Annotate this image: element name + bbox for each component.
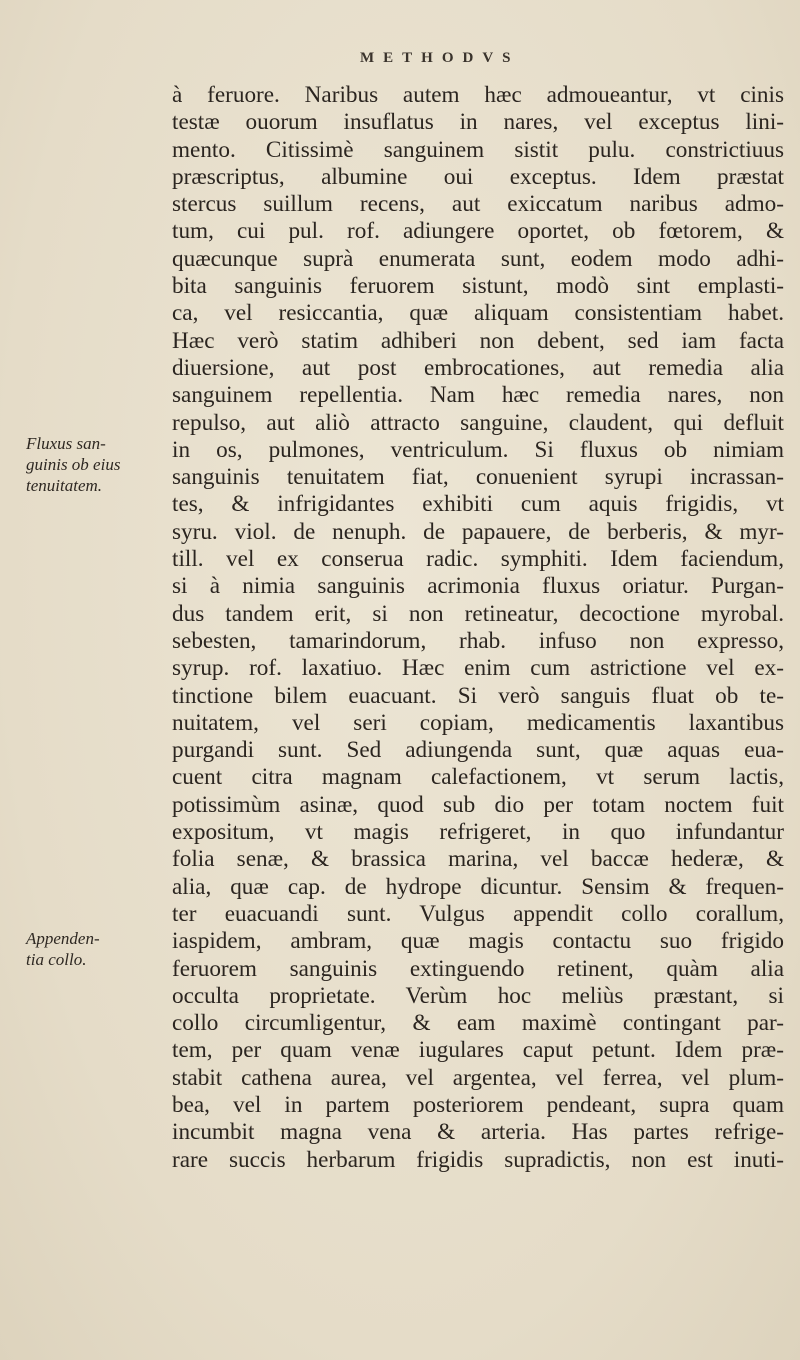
text-line: potissimùm asinæ, quod sub dio per totam noctem fuit — [172, 791, 784, 818]
text-line: ter euacuandi sunt. Vulgus appendit collo corallum, — [172, 900, 784, 927]
text-line: alia, quæ cap. de hydrope dicuntur. Sensim & frequen- — [172, 873, 784, 900]
text-line: præscriptus, albumine oui exceptus. Idem præstat — [172, 163, 784, 190]
text-line: occulta proprietate. Verùm hoc meliùs præstant, si — [172, 982, 784, 1009]
text-line: sanguinem repellentia. Nam hæc remedia nares, non — [172, 382, 784, 409]
text-line: si à nimia sanguinis acrimonia fluxus oriatur. Purgan- — [172, 573, 784, 600]
text-line: ca, vel resiccantia, quæ aliquam consistentiam habet. — [172, 300, 784, 327]
text-line: repulso, aut aliò attracto sanguine, claudent, qui defluit — [172, 409, 784, 436]
text-line: collo circumligentur, & eam maximè contingant par- — [172, 1010, 784, 1037]
text-line: expositum, vt magis refrigeret, in quo infundantur — [172, 819, 784, 846]
text-line: syru. viol. de nenuph. de papauere, de berberis, & myr- — [172, 518, 784, 545]
text-line: stercus suillum recens, aut exiccatum naribus admo- — [172, 191, 784, 218]
text-line: syrup. rof. laxatiuo. Hæc enim cum astrictione vel ex- — [172, 655, 784, 682]
text-line: feruorem sanguinis extinguendo retinent, quàm alia — [172, 955, 784, 982]
text-line: quæcunque suprà enumerata sunt, eodem modo adhi- — [172, 245, 784, 272]
text-line: tum, cui pul. rof. adiungere oportet, ob fœtorem, & — [172, 218, 784, 245]
text-line: tes, & infrigidantes exhibiti cum aquis frigidis, vt — [172, 491, 784, 518]
marginal-note-line: tia collo. — [26, 950, 87, 969]
text-line: tem, per quam venæ iugulares caput petunt. Idem præ- — [172, 1037, 784, 1064]
text-line: sanguinis tenuitatem fiat, conuenient syrupi incrassan- — [172, 464, 784, 491]
text-line: tinctione bilem euacuant. Si verò sanguis fluat ob te- — [172, 682, 784, 709]
text-line: sebesten, tamarindorum, rhab. infuso non expresso, — [172, 627, 784, 654]
text-line: dus tandem erit, si non retineatur, decoctione myrobal. — [172, 600, 784, 627]
running-head: METHODVS — [360, 50, 520, 66]
text-line: iaspidem, ambram, quæ magis contactu suo frigido — [172, 928, 784, 955]
text-line: purgandi sunt. Sed adiungenda sunt, quæ aquas eua- — [172, 737, 784, 764]
text-line: till. vel ex conserua radic. symphiti. Idem faciendum, — [172, 546, 784, 573]
marginal-note-appendentia — [26, 928, 166, 970]
marginal-note-line: Fluxus san- — [26, 434, 106, 453]
text-line: in os, pulmones, ventriculum. Si fluxus ob nimiam — [172, 436, 784, 463]
text-line: bea, vel in partem posteriorem pendeant, supra quam — [172, 1091, 784, 1118]
text-line: Hæc verò statim adhiberi non debent, sed iam facta — [172, 327, 784, 354]
marginal-note-line: Appenden- — [26, 929, 100, 948]
text-line: diuersione, aut post embrocationes, aut remedia alia — [172, 354, 784, 381]
text-line: incumbit magna vena & arteria. Has partes refrige- — [172, 1119, 784, 1146]
text-line: à feruore. Naribus autem hæc admoueantur, vt cinis — [172, 82, 784, 108]
text-line: mento. Citissimè sanguinem sistit pulu. constrictiuus — [172, 136, 784, 163]
text-line: folia senæ, & brassica marina, vel baccæ hederæ, & — [172, 846, 784, 873]
text-line: cuent citra magnam calefactionem, vt serum lactis, — [172, 764, 784, 791]
main-text-block — [172, 82, 784, 1174]
marginal-note-line: guinis ob eius — [26, 455, 121, 474]
text-line: bita sanguinis feruorem sistunt, modò sint emplasti- — [172, 273, 784, 300]
marginal-note-line: tenuitatem. — [26, 476, 103, 495]
text-line: testæ ouorum insuflatus in nares, vel exceptus lini- — [172, 109, 784, 136]
text-line: stabit cathena aurea, vel argentea, vel ferrea, vel plum- — [172, 1064, 784, 1091]
marginal-note-fluxus — [26, 433, 166, 496]
text-line: nuitatem, vel seri copiam, medicamentis laxantibus — [172, 709, 784, 736]
text-line: rare succis herbarum frigidis supradictis, non est inuti- — [172, 1146, 784, 1173]
